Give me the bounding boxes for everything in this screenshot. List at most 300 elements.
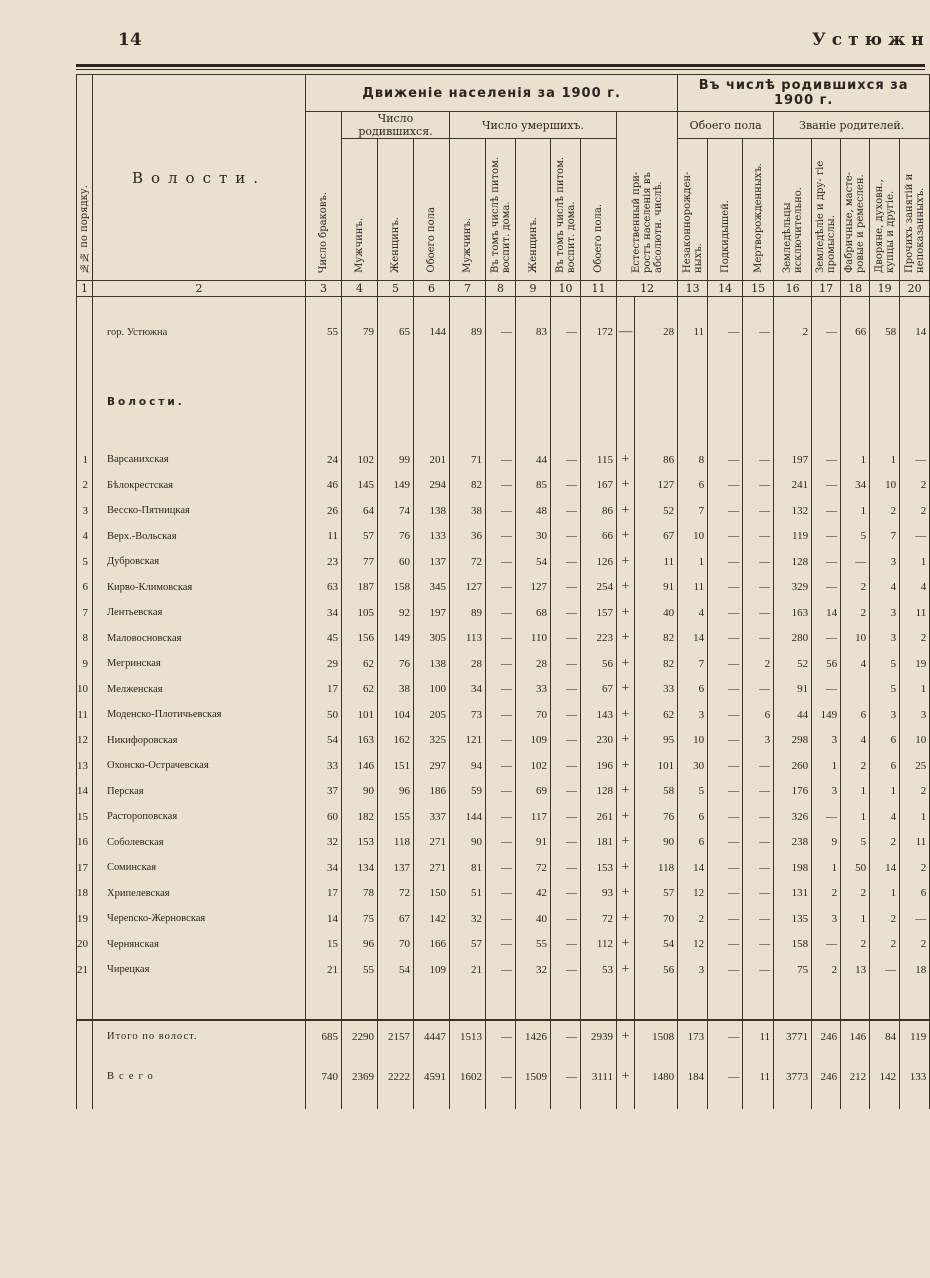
table-cell: — xyxy=(551,447,581,473)
table-cell xyxy=(342,1101,378,1109)
table-cell xyxy=(743,983,774,1020)
table-cell: 59 xyxy=(450,779,486,805)
table-cell xyxy=(516,297,551,308)
table-cell: + xyxy=(617,677,635,703)
table-cell: — xyxy=(708,626,743,652)
table-cell: 13 xyxy=(841,957,870,983)
table-cell: 153 xyxy=(581,855,617,881)
table-cell: 62 xyxy=(342,651,378,677)
table-cell: 70 xyxy=(378,932,414,958)
table-cell xyxy=(306,297,342,308)
table-cell: 4 xyxy=(870,804,900,830)
table-cell: 4 xyxy=(841,728,870,754)
table-cell: 1 xyxy=(678,549,708,575)
row-number: 18 xyxy=(77,881,93,907)
table-cell: 4 xyxy=(870,575,900,601)
table-cell: — xyxy=(812,626,841,652)
table-cell: 18 xyxy=(900,957,930,983)
table-cell xyxy=(378,357,414,447)
table-cell: 58 xyxy=(870,307,900,357)
volost-name: Растороповская xyxy=(93,804,306,830)
table-cell: 149 xyxy=(378,626,414,652)
table-cell: 2 xyxy=(678,906,708,932)
table-cell: — xyxy=(812,307,841,357)
table-cell: 25 xyxy=(900,753,930,779)
table-cell: 91 xyxy=(516,830,551,856)
table-cell: — xyxy=(708,855,743,881)
table-cell: 112 xyxy=(581,932,617,958)
table-cell: 3 xyxy=(870,626,900,652)
table-cell: 14 xyxy=(678,855,708,881)
table-cell: 33 xyxy=(516,677,551,703)
table-cell: — xyxy=(486,600,516,626)
table-cell: 72 xyxy=(450,549,486,575)
table-cell: 7 xyxy=(678,498,708,524)
table-cell: + xyxy=(617,447,635,473)
table-cell: 142 xyxy=(870,1053,900,1101)
table-cell: 2 xyxy=(870,498,900,524)
table-cell: 26 xyxy=(306,498,342,524)
table-cell: 2157 xyxy=(378,1020,414,1053)
header-factory-workers: Фабричные, масте- ровые и ремеслен. xyxy=(841,139,870,281)
table-cell: — xyxy=(486,702,516,728)
table-cell: + xyxy=(617,804,635,830)
table-cell: — xyxy=(743,753,774,779)
table-cell: 2939 xyxy=(581,1020,617,1053)
table-cell xyxy=(678,357,708,447)
row-number: 19 xyxy=(77,906,93,932)
table-cell: 337 xyxy=(414,804,450,830)
table-cell: 69 xyxy=(516,779,551,805)
table-cell: — xyxy=(486,498,516,524)
table-cell: 3 xyxy=(870,549,900,575)
table-cell: 3773 xyxy=(774,1053,812,1101)
table-cell xyxy=(414,983,450,1020)
table-cell: 11 xyxy=(635,549,678,575)
table-cell: 10 xyxy=(900,728,930,754)
table-cell: 163 xyxy=(774,600,812,626)
column-number: 13 xyxy=(678,281,708,297)
column-number: 7 xyxy=(450,281,486,297)
table-cell: 45 xyxy=(306,626,342,652)
table-row xyxy=(77,447,930,473)
table-cell: 78 xyxy=(342,881,378,907)
table-cell: 1509 xyxy=(516,1053,551,1101)
volost-name: Варсанихская xyxy=(93,447,306,473)
table-cell: 96 xyxy=(342,932,378,958)
table-cell: 2 xyxy=(812,957,841,983)
table-cell xyxy=(635,983,678,1020)
table-cell: 58 xyxy=(635,779,678,805)
table-cell: 1 xyxy=(870,881,900,907)
statistics-table xyxy=(76,74,930,1109)
table-cell xyxy=(414,357,450,447)
table-cell: 82 xyxy=(450,473,486,499)
table-cell: — xyxy=(486,473,516,499)
table-cell: 85 xyxy=(516,473,551,499)
table-cell: — xyxy=(708,447,743,473)
table-cell: — xyxy=(551,855,581,881)
table-cell: 11 xyxy=(900,600,930,626)
table-cell: — xyxy=(870,957,900,983)
table-cell: 3111 xyxy=(581,1053,617,1101)
table-cell: — xyxy=(708,906,743,932)
table-cell xyxy=(900,1101,930,1109)
volost-name: Соминская xyxy=(93,855,306,881)
table-cell: — xyxy=(486,881,516,907)
table-cell: 198 xyxy=(774,855,812,881)
table-cell: — xyxy=(486,307,516,357)
table-cell: 29 xyxy=(306,651,342,677)
table-cell: 345 xyxy=(414,575,450,601)
table-row xyxy=(77,753,930,779)
table-cell: 82 xyxy=(635,626,678,652)
table-cell: 212 xyxy=(841,1053,870,1101)
table-cell: 176 xyxy=(774,779,812,805)
table-cell xyxy=(678,983,708,1020)
table-cell xyxy=(708,297,743,308)
volost-name: Хрипелевская xyxy=(93,881,306,907)
table-cell: 40 xyxy=(635,600,678,626)
table-cell: — xyxy=(708,524,743,550)
table-cell: 118 xyxy=(378,830,414,856)
table-cell xyxy=(708,357,743,447)
table-cell: 305 xyxy=(414,626,450,652)
table-cell: 10 xyxy=(678,728,708,754)
table-cell: 11 xyxy=(678,307,708,357)
volost-name: Мелженская xyxy=(93,677,306,703)
table-cell xyxy=(678,297,708,308)
volost-name: Череnско-Жерновская xyxy=(93,906,306,932)
row-number: 4 xyxy=(77,524,93,550)
table-cell xyxy=(486,357,516,447)
table-cell: 3 xyxy=(812,906,841,932)
table-cell: 21 xyxy=(306,957,342,983)
table-row xyxy=(77,473,930,499)
table-cell: 33 xyxy=(635,677,678,703)
table-row xyxy=(77,932,930,958)
table-cell: — xyxy=(486,932,516,958)
table-cell: 2 xyxy=(841,881,870,907)
table-row xyxy=(77,728,930,754)
table-cell xyxy=(516,357,551,447)
table-cell: — xyxy=(708,600,743,626)
table-cell: — xyxy=(551,702,581,728)
table-row xyxy=(77,702,930,728)
table-cell: — xyxy=(743,677,774,703)
table-cell xyxy=(551,1101,581,1109)
table-cell xyxy=(841,297,870,308)
row-number: 13 xyxy=(77,753,93,779)
table-cell: 1 xyxy=(870,447,900,473)
table-cell xyxy=(516,983,551,1020)
table-cell: 99 xyxy=(378,447,414,473)
table-cell: 110 xyxy=(516,626,551,652)
subheading-row xyxy=(77,357,930,447)
table-cell xyxy=(743,1101,774,1109)
table-cell: 261 xyxy=(581,804,617,830)
table-cell xyxy=(617,297,635,308)
table-cell: 55 xyxy=(306,307,342,357)
table-cell: 138 xyxy=(414,498,450,524)
table-cell: 92 xyxy=(378,600,414,626)
table-cell: 14 xyxy=(900,307,930,357)
table-cell: — xyxy=(551,906,581,932)
table-cell xyxy=(450,357,486,447)
table-cell: 4447 xyxy=(414,1020,450,1053)
table-cell: — xyxy=(900,906,930,932)
table-cell: 3 xyxy=(870,600,900,626)
table-cell: 137 xyxy=(378,855,414,881)
table-cell xyxy=(581,983,617,1020)
table-cell: 241 xyxy=(774,473,812,499)
header-foundlings: Подкидышей. xyxy=(708,139,743,281)
table-cell: — xyxy=(708,804,743,830)
table-cell: — xyxy=(486,753,516,779)
volost-name xyxy=(93,1101,306,1109)
table-cell: 54 xyxy=(306,728,342,754)
table-cell: 145 xyxy=(342,473,378,499)
top-rule xyxy=(76,64,925,67)
table-cell: 6 xyxy=(743,702,774,728)
table-cell: 2 xyxy=(841,753,870,779)
table-cell: — xyxy=(551,498,581,524)
table-cell: — xyxy=(812,575,841,601)
table-cell: 2 xyxy=(900,932,930,958)
table-cell: 32 xyxy=(516,957,551,983)
table-cell: 2222 xyxy=(378,1053,414,1101)
table-cell: 131 xyxy=(774,881,812,907)
table-cell: 75 xyxy=(774,957,812,983)
row-number xyxy=(77,357,93,447)
table-cell xyxy=(581,1101,617,1109)
table-cell: — xyxy=(743,575,774,601)
table-cell: — xyxy=(551,1053,581,1101)
table-cell: 166 xyxy=(414,932,450,958)
row-number: 10 xyxy=(77,677,93,703)
table-cell: 2 xyxy=(743,651,774,677)
table-cell: 230 xyxy=(581,728,617,754)
header-died-male: Мужчинъ. xyxy=(450,139,486,281)
table-cell: 134 xyxy=(342,855,378,881)
table-cell: — xyxy=(551,549,581,575)
table-cell: + xyxy=(617,600,635,626)
table-cell: + xyxy=(617,473,635,499)
table-cell: 163 xyxy=(342,728,378,754)
table-cell: — xyxy=(812,524,841,550)
volost-name: Маловосновская xyxy=(93,626,306,652)
column-number: 19 xyxy=(870,281,900,297)
row-number xyxy=(77,297,93,308)
table-cell xyxy=(342,297,378,308)
table-cell: — xyxy=(708,677,743,703)
volost-name xyxy=(93,983,306,1020)
table-cell: 3771 xyxy=(774,1020,812,1053)
table-cell xyxy=(516,1101,551,1109)
table-cell xyxy=(378,1101,414,1109)
table-cell: 113 xyxy=(450,626,486,652)
table-cell: — xyxy=(743,549,774,575)
table-cell: 325 xyxy=(414,728,450,754)
table-cell: 157 xyxy=(581,600,617,626)
table-cell xyxy=(774,357,812,447)
table-cell: 144 xyxy=(414,307,450,357)
table-cell: 34 xyxy=(450,677,486,703)
table-cell: 2 xyxy=(900,779,930,805)
table-cell: 72 xyxy=(378,881,414,907)
table-cell: 1 xyxy=(841,779,870,805)
table-cell: 3 xyxy=(870,702,900,728)
table-cell: 34 xyxy=(306,855,342,881)
section-births-title: Въ числѣ родившихся за 1900 г. xyxy=(678,75,930,112)
table-cell: 81 xyxy=(450,855,486,881)
table-cell: 48 xyxy=(516,498,551,524)
row-number: 7 xyxy=(77,600,93,626)
table-cell: — xyxy=(708,881,743,907)
column-number: 9 xyxy=(516,281,551,297)
table-cell: + xyxy=(617,957,635,983)
table-cell: 119 xyxy=(774,524,812,550)
table-cell: 67 xyxy=(581,677,617,703)
table-cell: 17 xyxy=(306,677,342,703)
table-cell xyxy=(774,297,812,308)
table-cell: 181 xyxy=(581,830,617,856)
row-number: 12 xyxy=(77,728,93,754)
table-cell: + xyxy=(617,1053,635,1101)
volost-name: Охонско-Острачевская xyxy=(93,753,306,779)
row-number xyxy=(77,1053,93,1101)
table-row xyxy=(77,855,930,881)
table-cell: — xyxy=(708,1020,743,1053)
table-cell xyxy=(635,1101,678,1109)
table-cell: 2 xyxy=(900,473,930,499)
table-cell xyxy=(774,983,812,1020)
table-cell: — xyxy=(743,473,774,499)
column-number: 15 xyxy=(743,281,774,297)
table-cell: 7 xyxy=(870,524,900,550)
table-cell: — xyxy=(743,906,774,932)
table-cell: 197 xyxy=(414,600,450,626)
table-cell: 54 xyxy=(378,957,414,983)
table-cell: 1 xyxy=(870,779,900,805)
table-cell: 187 xyxy=(342,575,378,601)
column-number: 2 xyxy=(93,281,306,297)
table-cell: 298 xyxy=(774,728,812,754)
table-cell: 11 xyxy=(743,1020,774,1053)
table-cell: 11 xyxy=(900,830,930,856)
row-number: 9 xyxy=(77,651,93,677)
table-cell: 1508 xyxy=(635,1020,678,1053)
grand-total-row xyxy=(77,1053,930,1101)
table-cell: 96 xyxy=(378,779,414,805)
table-cell: — xyxy=(708,498,743,524)
table-row xyxy=(77,575,930,601)
table-cell: 3 xyxy=(678,957,708,983)
table-cell: 62 xyxy=(342,677,378,703)
row-number: 16 xyxy=(77,830,93,856)
table-cell: 60 xyxy=(306,804,342,830)
table-cell: 197 xyxy=(774,447,812,473)
table-cell: 1602 xyxy=(450,1053,486,1101)
table-cell: — xyxy=(708,728,743,754)
table-cell: 2 xyxy=(841,932,870,958)
table-cell xyxy=(812,297,841,308)
table-cell: 151 xyxy=(378,753,414,779)
table-cell: 89 xyxy=(450,600,486,626)
table-cell xyxy=(378,983,414,1020)
table-cell: — xyxy=(812,932,841,958)
table-cell: 14 xyxy=(812,600,841,626)
table-cell: 65 xyxy=(378,307,414,357)
table-cell: 40 xyxy=(516,906,551,932)
table-cell: 119 xyxy=(900,1020,930,1053)
table-cell: 67 xyxy=(378,906,414,932)
table-cell: 2290 xyxy=(342,1020,378,1053)
table-cell: 1 xyxy=(812,753,841,779)
table-cell: 76 xyxy=(378,524,414,550)
table-cell: 84 xyxy=(870,1020,900,1053)
header-natural-increase: Естественный при- ростъ населенія въ абсолютн. числѣ. xyxy=(617,112,678,281)
table-cell: 121 xyxy=(450,728,486,754)
table-cell: 10 xyxy=(841,626,870,652)
table-cell: 6 xyxy=(870,753,900,779)
table-cell: — xyxy=(551,932,581,958)
table-cell: 6 xyxy=(678,473,708,499)
table-cell: 149 xyxy=(812,702,841,728)
table-cell: 127 xyxy=(450,575,486,601)
table-cell: 28 xyxy=(516,651,551,677)
table-cell: — xyxy=(708,549,743,575)
table-cell: 50 xyxy=(306,702,342,728)
table-cell: 77 xyxy=(342,549,378,575)
table-cell: 3 xyxy=(812,728,841,754)
table-cell: + xyxy=(617,932,635,958)
table-cell: — xyxy=(900,524,930,550)
table-cell: 12 xyxy=(678,932,708,958)
table-cell xyxy=(617,357,635,447)
table-cell: 52 xyxy=(635,498,678,524)
table-cell: 91 xyxy=(774,677,812,703)
table-cell: 89 xyxy=(450,307,486,357)
table-cell xyxy=(774,1101,812,1109)
table-cell: — xyxy=(486,906,516,932)
table-cell xyxy=(581,357,617,447)
table-cell: 66 xyxy=(581,524,617,550)
table-cell: 23 xyxy=(306,549,342,575)
table-cell: 196 xyxy=(581,753,617,779)
table-cell: 246 xyxy=(812,1020,841,1053)
gap-row xyxy=(77,983,930,1020)
table-cell: + xyxy=(617,626,635,652)
table-cell: 155 xyxy=(378,804,414,830)
table-cell: 104 xyxy=(378,702,414,728)
row-number: 1 xyxy=(77,447,93,473)
table-cell: — xyxy=(486,651,516,677)
table-cell: 75 xyxy=(342,906,378,932)
table-cell: 2 xyxy=(841,600,870,626)
table-cell: 72 xyxy=(581,906,617,932)
header-volosts: Волости. xyxy=(93,75,306,281)
table-cell: — xyxy=(486,855,516,881)
table-cell: 1 xyxy=(900,677,930,703)
row-number xyxy=(77,1101,93,1109)
table-cell: 156 xyxy=(342,626,378,652)
table-cell: — xyxy=(551,626,581,652)
table-cell: — xyxy=(743,779,774,805)
table-cell xyxy=(841,677,870,703)
table-cell xyxy=(812,983,841,1020)
table-cell: 56 xyxy=(635,957,678,983)
